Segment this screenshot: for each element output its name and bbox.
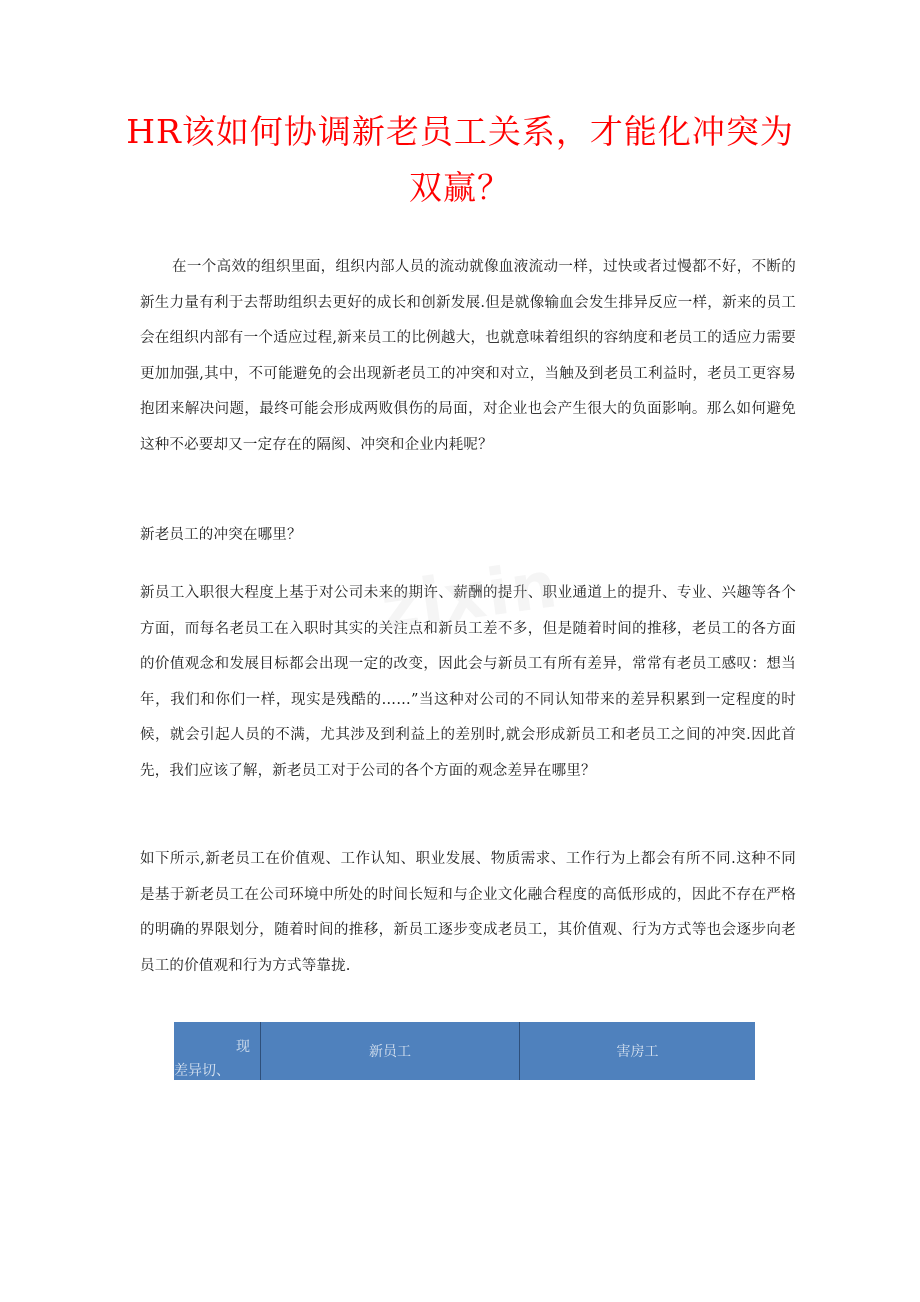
page-title: HR该如何协调新老员工关系，才能化冲突为双赢？ — [126, 112, 794, 207]
watermark: zixin — [376, 547, 564, 647]
corner-top-label: 现 — [236, 1039, 250, 1055]
table-corner-cell — [174, 1022, 261, 1080]
comparison-table-header — [174, 1022, 755, 1080]
conflict-paragraph: 新员工入职很大程度上基于对公司未来的期许、薪酬的提升、职业通道上的提升、专业、兴趣等各个方面，而每名老员工在入职时其实的关注点和新员工差不多，但是随着时间的推移，老员工的各方面的价值观念和发展目标都会出现一定的改变，因此会与新员工有所有差异，常常有老员工感叹：想当年，我们和你们一样，现实是残酷的……”当这种对公司的不同认知带来的差异积累到一定程度的时候，就会引起人员的不满，尤其涉及到利益上的差别时,就会形成新员工和老员工之间的冲突.因此首先，我们应该了解，新老员工对于公司的各个方面的观念差异在哪里？ — [140, 585, 796, 779]
table-header-old-employee: 害房工 — [616, 1044, 659, 1060]
corner-bottom-label: 差异切、 — [174, 1063, 230, 1079]
section-heading: 新老员工的冲突在哪里？ — [140, 527, 302, 543]
difference-paragraph: 如下所示,新老员工在价值观、工作认知、职业发展、物质需求、工作行为上都会有所不同.这种不同是基于新老员工在公司环境中所处的时间长短和与企业文化融合程度的高低形成的，因此不存在严格的明确的界限划分，随着时间的推移，新员工逐步变成老员工，其价值观、行为方式等也会逐步向老员工的价值观和行为方式等靠拢. — [140, 851, 796, 974]
table-header-new-employee: 新员工 — [261, 1022, 520, 1080]
intro-paragraph: 在一个高效的组织里面，组织内部人员的流动就像血液流动一样，过快或者过慢都不好，不断的新生力量有利于去帮助组织去更好的成长和创新发展.但是就像输血会发生排异反应一样，新来的员工会在组织内部有一个适应过程,新来员工的比例越大，也就意味着组织的容纳度和老员工的适应力需要更加加强,其中，不可能避免的会出现新老员工的冲突和对立，当触及到老员工利益时，老员工更容易抱团来解决问题，最终可能会形成两败俱伤的局面，对企业也会产生很大的负面影响。那么如何避免这种不必要却又一定存在的隔阂、冲突和企业内耗呢？ — [140, 259, 796, 453]
